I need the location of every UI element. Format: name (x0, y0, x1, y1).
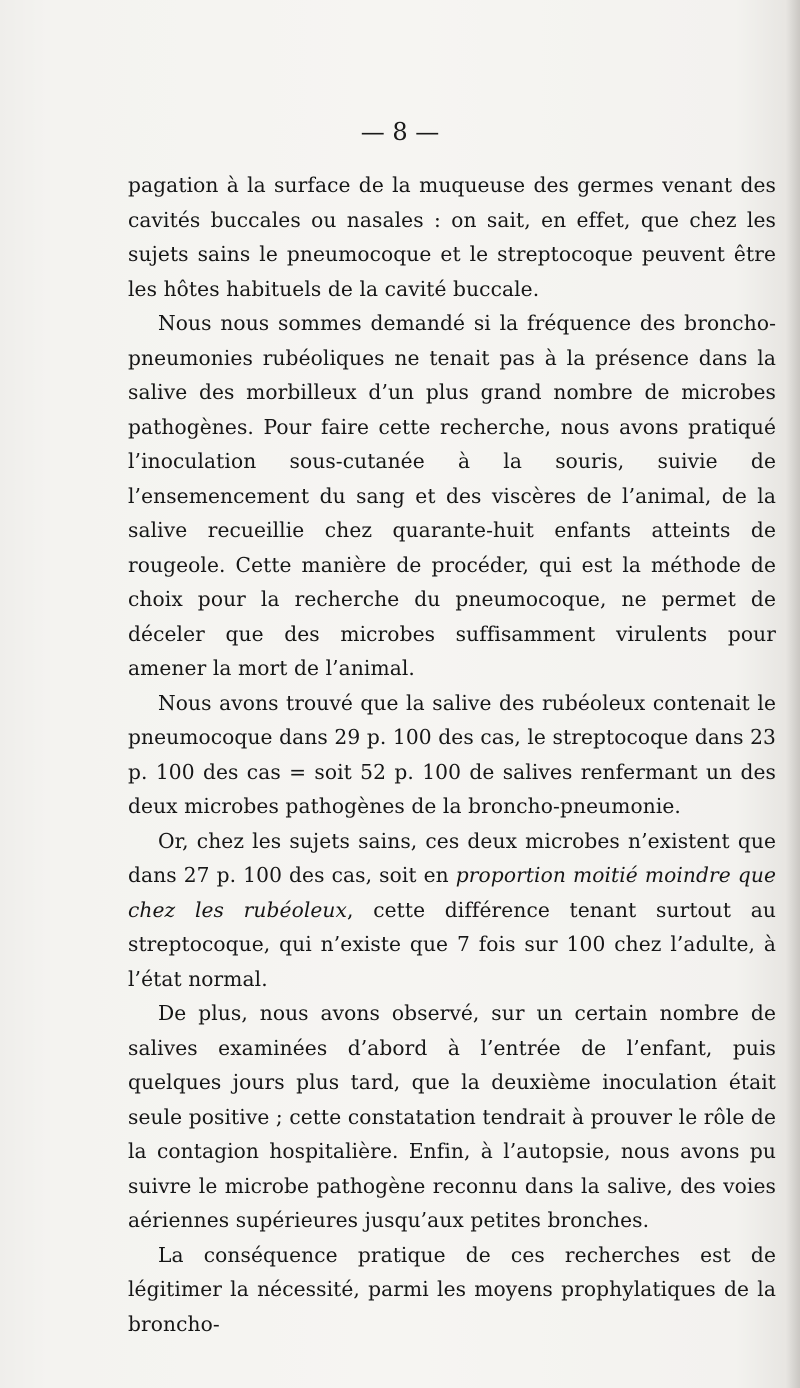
paragraph (128, 996, 776, 1238)
text-segment: Or, chez les sujets sains, ces deux microbes n’existent que dans 27 p. 100 des cas, soit en (128, 828, 776, 887)
text-segment: De plus, nous avons observé, sur un certain nombre de salives examinées d’abord à l’entrée de l’enfant, puis quelques jours plus tard, que la deuxième inoculation était seule positive ; cette constatation tendrait à prouver le rôle de la contagion hospitalière. Enfin, à l’autopsie, nous avons pu suivre le microbe pathogène reconnu dans la salive, des voies aériennes supérieures jusqu’aux petites bronches. (128, 1001, 776, 1232)
text-segment: Nous nous sommes demandé si la fréquence des broncho-pneumonies rubéoliques ne tenait pas à la présence dans la salive des morbilleux d’un plus grand nombre de microbes pathogènes. Pour faire cette recherche, nous avons pratiqué l’inoculation sous-cutanée à la souris, suivie de l’ensemencement du sang et des viscères de l’animal, de la salive recueillie chez quarante-huit enfants atteints de rougeole. Cette manière de procéder, qui est la méthode de choix pour la recherche du pneumocoque, ne permet de déceler que des microbes suffisamment virulents pour amener la mort de l’animal. (128, 311, 776, 680)
page-edge-shadow (786, 0, 800, 1388)
page-number: — 8 — (360, 118, 440, 146)
paragraph (128, 686, 776, 824)
text-segment: , cette différence tenant surtout au streptocoque, qui n’existe que 7 fois sur 100 chez l’adulte, à l’état normal. (128, 897, 776, 991)
paragraph (128, 824, 776, 997)
text-segment: pagation à la surface de la muqueuse des germes venant des cavités buccales ou nasales : on sait, en effet, que chez les sujets sains le pneumocoque et le streptocoque peuvent être les hôtes habituels de la cavité buccale. (128, 173, 776, 301)
body-text (128, 168, 776, 1341)
text-segment: Nous avons trouvé que la salive des rubéoleux contenait le pneumocoque dans 29 p. 100 des cas, le streptocoque dans 23 p. 100 des cas = soit 52 p. 100 de salives renfermant un des deux microbes pathogènes de la broncho-pneumonie. (128, 690, 776, 818)
text-segment: La conséquence pratique de ces recherches est de légitimer la nécessité, parmi les moyens prophylatiques de la broncho- (128, 1242, 776, 1336)
paragraph (128, 168, 776, 306)
italic-emphasis: proportion moitié moindre que chez les rubéoleux (128, 863, 776, 922)
paragraph (128, 306, 776, 686)
paragraph (128, 1238, 776, 1342)
